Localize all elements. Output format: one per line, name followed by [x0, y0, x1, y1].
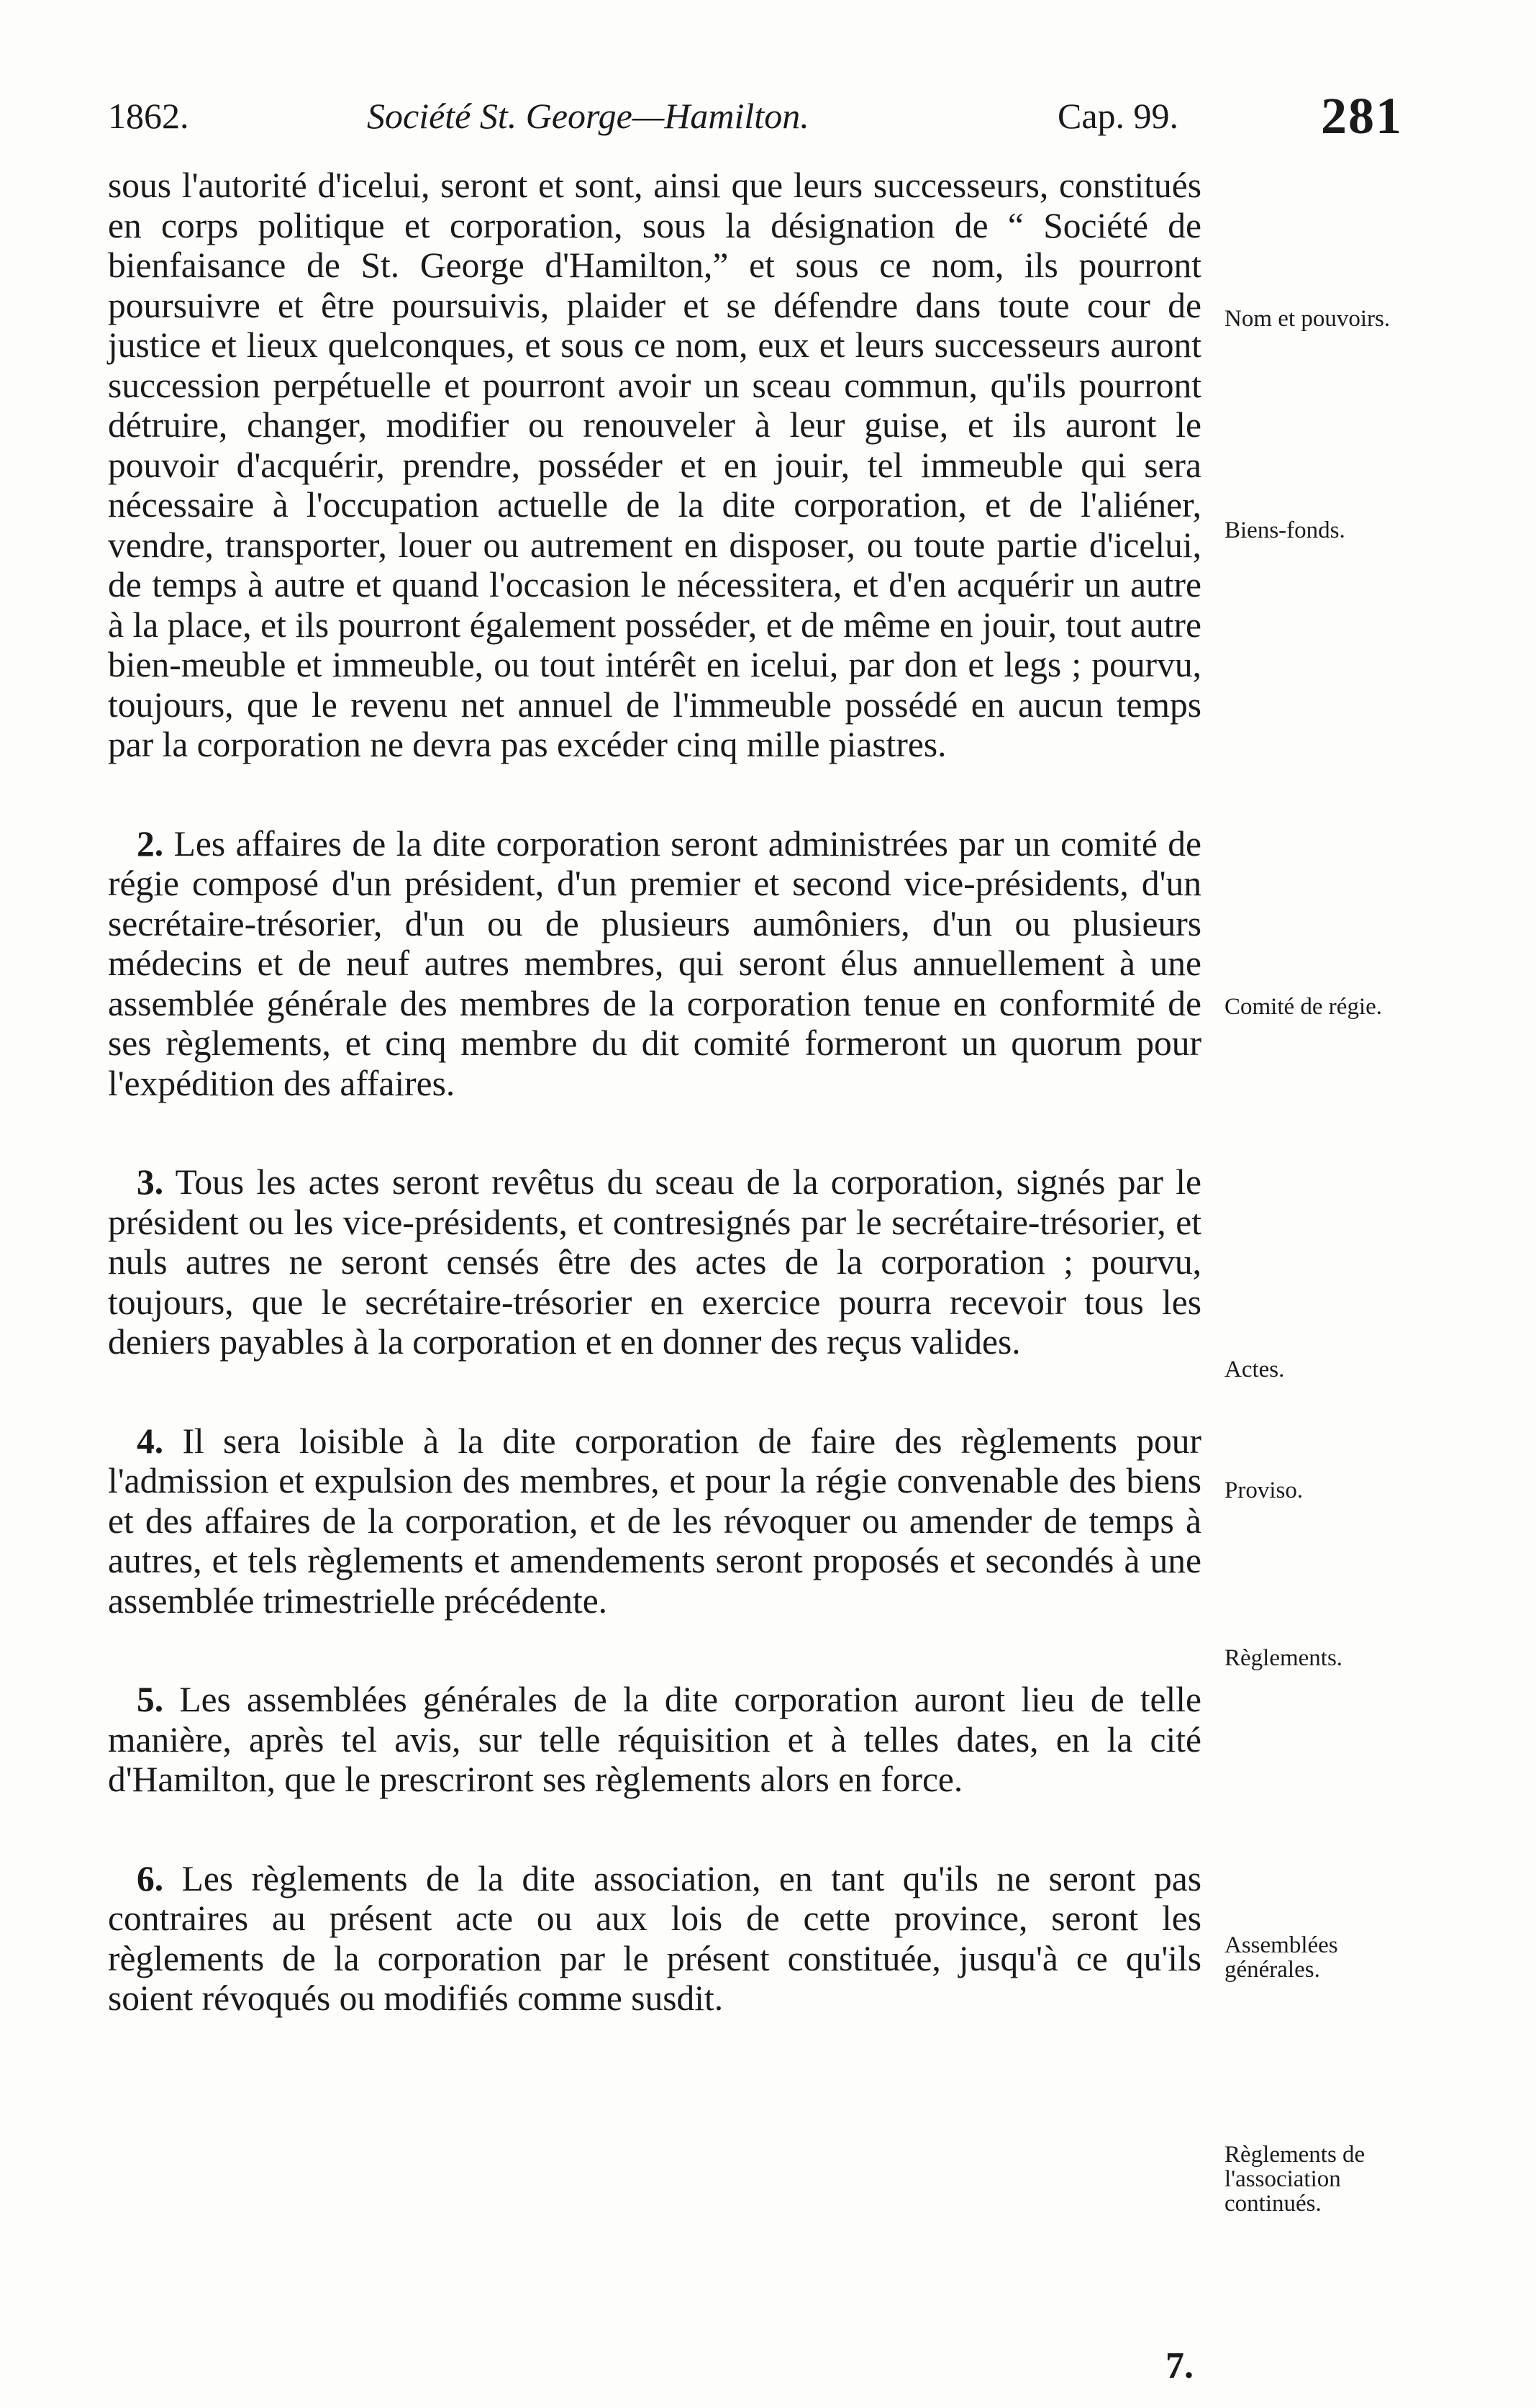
section-number: 3. — [137, 1162, 164, 1202]
margin-note-biens-fonds: Biens-fonds. — [1224, 517, 1345, 543]
section-number: 5. — [137, 1680, 164, 1719]
section-number: 6. — [137, 1858, 164, 1898]
paragraph-text: Les assemblées générales de la dite corporation auront lieu de telle manière, après tel avis, sur telle réquisition et à telles dates, en la cité d'Hamilton, que le prescriront ses règlements alors en force. — [108, 1680, 1201, 1799]
margin-note-reglements: Règlements. — [1224, 1645, 1343, 1671]
margin-note-nom-et-pouvoirs: Nom et pouvoirs. — [1224, 306, 1391, 332]
catchword: 7. — [1165, 2345, 1194, 2386]
paragraph-text: Tous les actes seront revêtus du sceau de la corporation, signés par le président ou les vice-présidents, et contresignés par le secrétaire-trésorier, et nuls autres ne seront censés être des actes de la corporation ; pourvu, toujours, que le secrétaire-trésorier en exercice pourra recevoir tous les deniers payables à la corporation et en donner des reçus valides. — [108, 1162, 1201, 1362]
section-number: 2. — [137, 823, 164, 864]
margin-note-actes: Actes. — [1224, 1357, 1285, 1382]
header-running-title: Société St. George—Hamilton. — [367, 96, 809, 136]
body-text — [108, 166, 1201, 2019]
header-chapter: Cap. 99. — [1058, 96, 1179, 136]
section-3 — [108, 1162, 1201, 1362]
running-header — [108, 86, 1403, 151]
paragraph-text: Les règlements de la dite association, en tant qu'ils ne seront pas contraires au présent acte ou aux lois de cette province, seront les règlements de la corporation par le présent constituée, jusqu'à ce qu'ils soient révoqués ou modifiés comme susdit. — [108, 1858, 1201, 2018]
margin-note-reglements-continues: Règlements de l'association continués. — [1224, 2142, 1365, 2217]
paragraph-1 — [108, 166, 1201, 765]
section-4 — [108, 1421, 1201, 1621]
section-2 — [108, 824, 1201, 1104]
margin-note-assemblees-generales: Assemblées générales. — [1224, 1932, 1338, 1983]
page-number: 281 — [1321, 87, 1403, 145]
header-year: 1862. — [108, 96, 189, 136]
paragraph-text: Les affaires de la dite corporation seront administrées par un comité de régie composé d'un président, d'un premier et second vice-présidents, d'un secrétaire-trésorier, d'un ou de plusieurs aumôniers, d'un ou plusieurs médecins et de neuf autres membres, qui seront élus annuellement à une assemblée générale des membres de la corporation tenue en conformité de ses règlements, et cinq membre du dit comité formeront un quorum pour l'expédition des affaires. — [108, 823, 1201, 1103]
section-6 — [108, 1859, 1201, 2019]
section-number: 4. — [137, 1421, 164, 1461]
margin-note-comite-de-regie: Comité de régie. — [1224, 994, 1383, 1020]
paragraph-text: sous l'autorité d'icelui, seront et sont, ainsi que leurs successeurs, constitués en corps politique et corporation, sous la désignation de “ Société de bienfaisance de St. George d'Hamilton,” et sous ce nom, ils pourront poursuivre et être poursuivis, plaider et se défendre dans toute cour de justice et lieux quelconques, et sous ce nom, eux et leurs successeurs auront succession perpétuelle et pourront avoir un sceau commun, qu'ils pourront détruire, changer, modifier ou renouveler à leur guise, et ils auront le pouvoir d'acquérir, prendre, posséder et en jouir, tel immeuble qui sera nécessaire à l'occupation actuelle de la dite corporation, et de l'aliéner, vendre, transporter, louer ou autrement en disposer, ou toute partie d'icelui, de temps à autre et quand l'occasion le nécessitera, et d'en acquérir un autre à la place, et ils pourront également posséder, et de même en jouir, tout autre bien-meuble et immeuble, ou tout intérêt en icelui, par don et legs ; pourvu, toujours, que le revenu net annuel de l'immeuble possédé en aucun temps par la corporation ne devra pas excéder cinq mille piastres. — [108, 166, 1201, 764]
paragraph-text: Il sera loisible à la dite corporation de faire des règlements pour l'admission et expulsion des membres, et pour la régie convenable des biens et des affaires de la corporation, et de les révoquer ou amender de temps à autres, et tels règlements et amendements seront proposés et secondés à une assemblée trimestrielle précédente. — [108, 1421, 1201, 1621]
section-5 — [108, 1680, 1201, 1800]
margin-note-proviso: Proviso. — [1224, 1477, 1304, 1503]
